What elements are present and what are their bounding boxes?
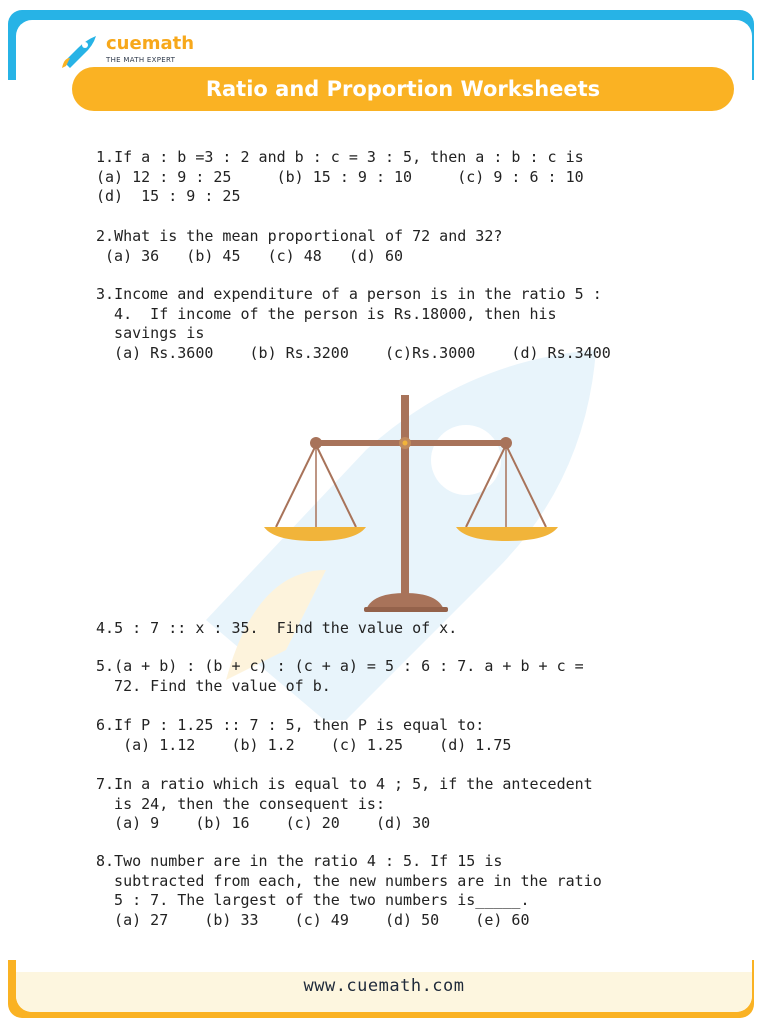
question-number: 5.	[96, 657, 115, 675]
question-text: 4. If income of the person is Rs.18000, then his	[96, 304, 557, 323]
question-2	[96, 227, 502, 266]
question-text: is 24, then the consequent is:	[96, 794, 385, 813]
question-text: 72. Find the value of b.	[96, 676, 331, 695]
brand-name: cuemath	[106, 33, 195, 54]
worksheet-title: Ratio and Proportion Worksheets	[72, 67, 734, 111]
answer-options: (a) 12 : 9 : 25 (b) 15 : 9 : 10 (c) 9 : 6 : 10	[96, 167, 584, 186]
answer-options: (d) 15 : 9 : 25	[96, 187, 241, 205]
answer-options: (a) Rs.3600 (b) Rs.3200 (c)Rs.3000 (d) Rs.3400	[96, 343, 611, 362]
question-number: 2.	[96, 227, 115, 245]
question-1	[96, 148, 584, 207]
question-8	[96, 852, 602, 930]
answer-options: (a) 27 (b) 33 (c) 49 (d) 50 (e) 60	[96, 910, 530, 929]
question-4	[96, 619, 457, 639]
question-number: 8.	[96, 852, 115, 870]
question-number: 4.	[96, 619, 115, 637]
question-number: 7.	[96, 775, 115, 793]
question-text: subtracted from each, the new numbers are in the ratio	[96, 871, 602, 890]
question-text: (a + b) : (b + c) : (c + a) = 5 : 6 : 7. a + b + c =	[114, 657, 584, 675]
answer-options: (a) 36 (b) 45 (c) 48 (d) 60	[96, 246, 404, 265]
brand-logo	[56, 28, 206, 68]
rocket-icon	[56, 28, 100, 72]
question-number: 1.	[96, 148, 115, 166]
question-number: 3.	[96, 285, 115, 303]
worksheet	[16, 20, 752, 1012]
question-text: savings is	[96, 324, 205, 342]
question-5	[96, 657, 584, 696]
footer-url[interactable]: www.cuemath.com	[303, 976, 465, 996]
question-text: In a ratio which is equal to 4 ; 5, if the antecedent	[114, 775, 593, 793]
question-7	[96, 775, 593, 834]
question-text: What is the mean proportional of 72 and 32?	[114, 227, 503, 245]
question-text: 5 : 7. The largest of the two numbers is_____.	[96, 891, 530, 909]
question-number: 6.	[96, 716, 115, 734]
question-text: Income and expenditure of a person is in the ratio 5 :	[114, 285, 602, 303]
answer-options: (a) 1.12 (b) 1.2 (c) 1.25 (d) 1.75	[96, 735, 512, 754]
question-text: If P : 1.25 :: 7 : 5, then P is equal to:	[114, 716, 485, 734]
balance-scale-icon	[246, 375, 566, 620]
answer-options: (a) 9 (b) 16 (c) 20 (d) 30	[96, 814, 431, 832]
question-6	[96, 716, 511, 755]
question-text: If a : b =3 : 2 and b : c = 3 : 5, then a : b : c is	[114, 148, 584, 166]
question-text: Two number are in the ratio 4 : 5. If 15 is	[114, 852, 503, 870]
question-3	[96, 285, 611, 363]
brand-tagline: THE MATH EXPERT	[106, 56, 176, 64]
question-text: 5 : 7 :: x : 35. Find the value of x.	[114, 619, 458, 637]
